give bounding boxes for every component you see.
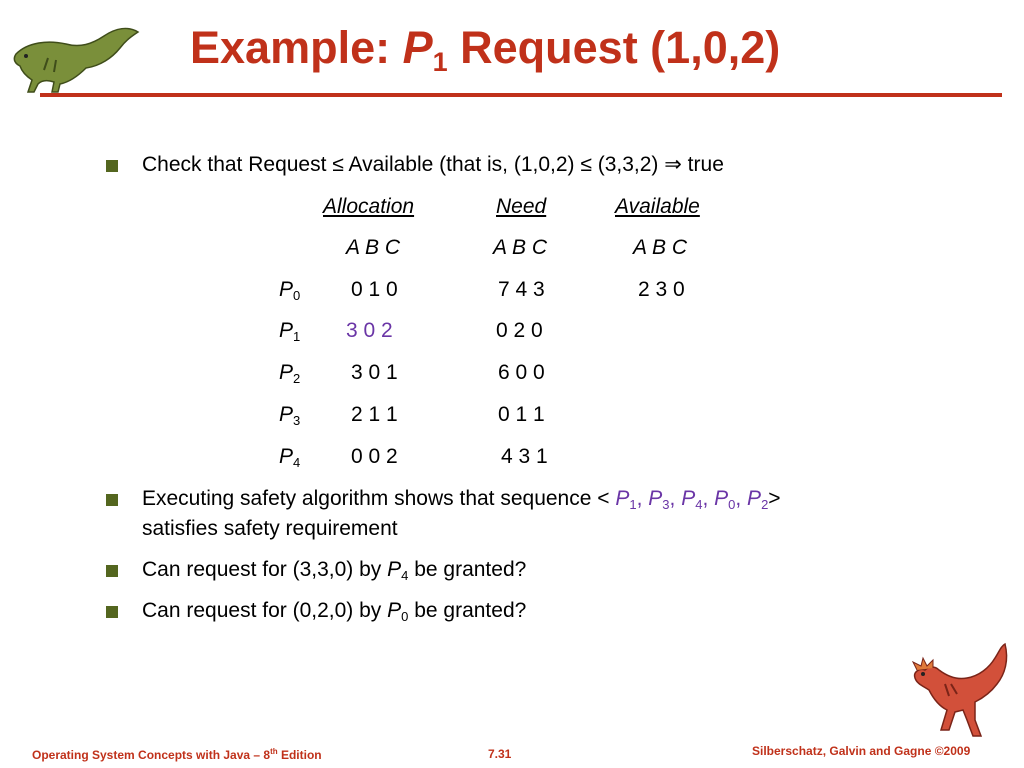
process-label: $P_1$ [279, 319, 301, 344]
header-need: Need [496, 195, 547, 218]
allocation-cell: 0 0 2 [351, 445, 398, 468]
subheader-available: A B C [633, 236, 688, 259]
table-row [0, 442, 1024, 472]
footer-page-number: 7.31 [488, 747, 512, 761]
header-available: Available [615, 195, 700, 218]
header-allocation: Allocation [323, 195, 415, 218]
available-cell: 2 3 0 [638, 278, 685, 301]
bullet-safety-sequence: Executing safety algorithm shows that sequence < $P_1$, $P_3$, $P_4$, $P_0$, $P_2>$ [142, 487, 781, 512]
bullet-square-icon [106, 494, 118, 506]
table-row [0, 358, 1024, 388]
need-cell: 7 4 3 [498, 278, 545, 301]
bullet-request-check: Check that Request ≤ Available (that is, (1,0,2) ≤ (3,3,2) ⇒ true [142, 153, 724, 176]
need-cell: 0 2 0 [496, 319, 543, 342]
need-cell: 0 1 1 [498, 403, 545, 426]
table-row [0, 316, 1024, 346]
bullet-square-icon [106, 160, 118, 172]
subheader-allocation: A B C [346, 236, 401, 259]
bullet-safety-sequence-line2: satisfies safety requirement [142, 517, 398, 540]
bullet-request-p0: Can request for (0,2,0) by $P_0$ be granted? [142, 599, 527, 624]
process-label: $P_2$ [279, 361, 301, 386]
table-row [0, 400, 1024, 430]
allocation-cell: 2 1 1 [351, 403, 398, 426]
dinosaur-icon [905, 640, 1015, 745]
dinosaur-icon [8, 18, 143, 94]
footer-authors: Silberschatz, Galvin and Gagne ©2009 [752, 744, 971, 758]
title-divider [40, 93, 1002, 97]
subheader-need: A B C [493, 236, 548, 259]
footer-book-title: Operating System Concepts with Java – 8th Edition [32, 747, 322, 762]
need-cell: 6 0 0 [498, 361, 545, 384]
allocation-cell: 0 1 0 [351, 278, 398, 301]
need-cell: 4 3 1 [501, 445, 548, 468]
allocation-cell: 3 0 1 [351, 361, 398, 384]
bullet-square-icon [106, 606, 118, 618]
bullet-request-p4: Can request for (3,3,0) by $P_4$ be granted? [142, 558, 527, 583]
slide-title: Example: $P_1$ Request (1,0,2) [190, 22, 781, 77]
table-row [0, 275, 1024, 305]
allocation-cell: 3 0 2 [346, 319, 393, 342]
process-label: $P_4$ [279, 445, 301, 470]
process-label: $P_0$ [279, 278, 301, 303]
process-label: $P_3$ [279, 403, 301, 428]
bullet-square-icon [106, 565, 118, 577]
